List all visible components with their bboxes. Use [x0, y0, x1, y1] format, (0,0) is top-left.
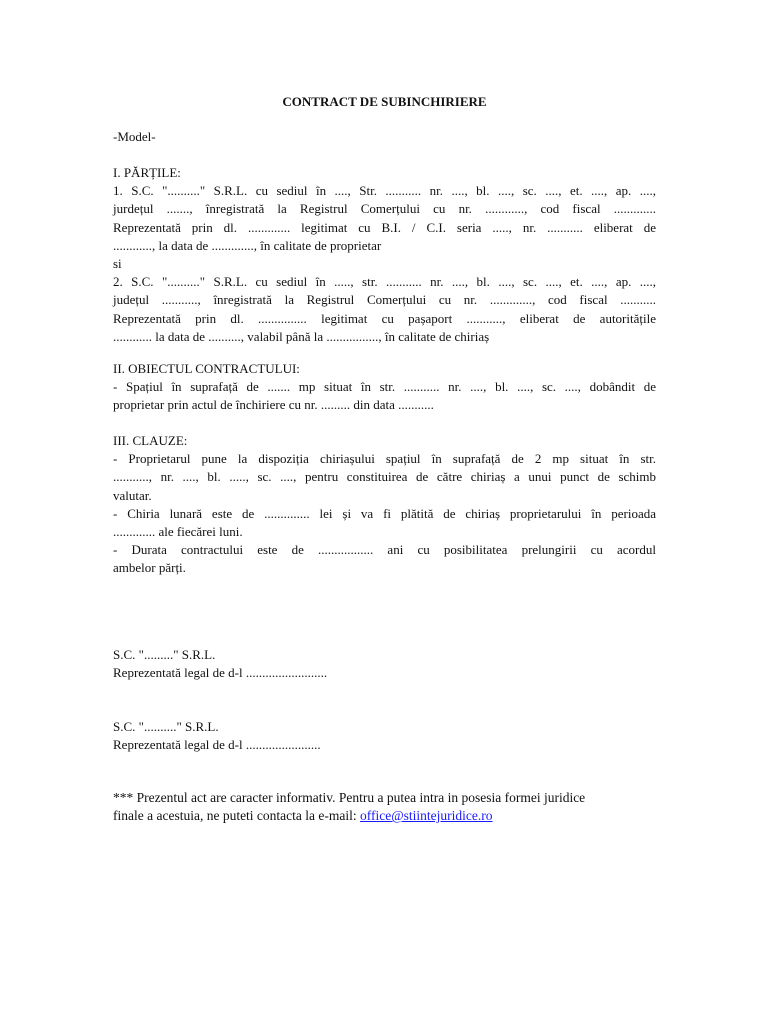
- signature-block-1: [113, 646, 656, 682]
- paragraph-line: - Chiria lunară este de .............. lei și va fi plătită de chiriaș proprietarului în perioada: [113, 505, 656, 521]
- note-line: finale a acestuia, ne puteti contacta la e-mail: office@stiintejuridice.ro: [113, 808, 493, 824]
- section-heading: II. OBIECTUL CONTRACTULUI:: [113, 361, 300, 376]
- paragraph-line: județul ..........., înregistrată la Registrul Comerțului cu nr. ............., cod fiscal ...........: [113, 292, 656, 308]
- signature-company: S.C. ".........." S.R.L.: [113, 719, 219, 734]
- email-link[interactable]: office@stiintejuridice.ro: [360, 808, 493, 824]
- informative-note: [113, 789, 673, 825]
- document-title: CONTRACT DE SUBINCHIRIERE: [282, 94, 487, 109]
- paragraph-line: ..........., nr. ...., bl. ....., sc. ...., pentru constituirea de către chiriaș a unui punct de schimb: [113, 469, 656, 485]
- paragraph-line: 2. S.C. ".........." S.R.L. cu sediul în ....., str. ........... nr. ...., bl. ...., sc. ...., et. ...., ap. ....,: [113, 274, 656, 290]
- section-clauze: [113, 432, 656, 578]
- signature-block-2: [113, 718, 656, 754]
- section-heading: III. CLAUZE:: [113, 433, 188, 448]
- paragraph-line: - Durata contractului este de ................. ani cu posibilitatea prelungirii cu acordul: [113, 542, 656, 558]
- paragraph-line: Reprezentată prin dl. ............. legitimat cu B.I. / C.I. seria ....., nr. ........... eliberat de: [113, 219, 656, 235]
- section-heading: I. PĂRȚILE:: [113, 165, 181, 180]
- paragraph-line: proprietar prin actul de închiriere cu nr. ......... din data ...........: [113, 397, 434, 413]
- section-partile: [113, 164, 656, 346]
- paragraph-line: - Proprietarul pune la dispoziția chiriașului spațiul în suprafață de 2 mp situat în str.: [113, 451, 656, 467]
- note-line: *** Prezentul act are caracter informativ. Pentru a putea intra in posesia formei juridice: [113, 790, 586, 805]
- paragraph-line: - Spațiul în suprafață de ....... mp situat în str. ........... nr. ...., bl. ...., sc. ...., dobândit de: [113, 379, 656, 395]
- paragraph-line: ............ la data de .........., valabil până la ................, în calitate de chiriaș: [113, 328, 490, 344]
- paragraph-line: valutar.: [113, 487, 152, 503]
- document-page: [113, 0, 656, 1024]
- conjunction-si: si: [113, 255, 122, 271]
- signature-representative: Reprezentată legal de d-l .........................: [113, 665, 328, 681]
- paragraph-line: ambelor părți.: [113, 560, 186, 576]
- paragraph-line: jurdețul ......., înregistrată la Registrul Comerțului cu nr. ............, cod fiscal .............: [113, 201, 656, 217]
- signature-company: S.C. "........." S.R.L.: [113, 647, 216, 662]
- model-label: -Model-: [113, 129, 156, 144]
- paragraph-line: ............, la data de ............., în calitate de proprietar: [113, 237, 382, 253]
- signature-representative: Reprezentată legal de d-l .......................: [113, 737, 321, 753]
- paragraph-line: ............. ale fiecărei luni.: [113, 523, 243, 539]
- section-obiect: [113, 360, 656, 415]
- paragraph-line: 1. S.C. ".........." S.R.L. cu sediul în ...., Str. ........... nr. ...., bl. ...., sc. ...., et. ...., ap. ....,: [113, 183, 656, 199]
- paragraph-line: Reprezentată prin dl. ............... legitimat cu pașaport ..........., eliberat de autoritățile: [113, 310, 656, 326]
